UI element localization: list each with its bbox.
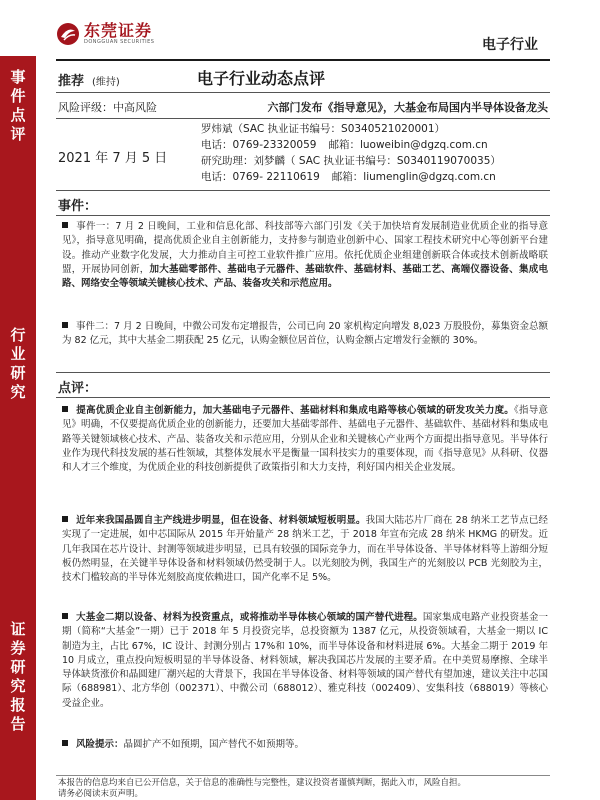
divider [56,775,550,776]
divider [56,215,550,216]
divider [56,372,550,373]
event-one: 事件一：7 月 2 日晚间，工业和信息化部、科技部等六部门引发《关于加快培育发展制造业优质企业的指导意见》，指导意见明确，提高优质企业自主创新能力，支持参与制造业创新中心、国家工程技术研究中心等创新平台建设。推动产业数字化发展，大力推动自主可控工业软件推广应用。依托优质企业组建创新联合体或技术创新战略联盟，开展协同创新，加大基础零部件、基础电子元器件、基础软件、基础材料、基础工艺、高端仪器设备、集成电路、网络安全等领域关键核心技术、产品、装备攻关和示范应用。 [62,221,548,290]
bullet-icon [62,613,68,619]
disclaimer-line: 本报告的信息均来自已公开信息，关于信息的准确性与完整性，建议投资者谨慎判断，据此入市，风险自担。 [58,778,467,788]
comment-one: 提高优质企业自主创新能力，加大基础电子元器件、基础材料和集成电路等核心领域的研发攻关力度。《指导意见》明确，不仅要提高优质企业的创新能力，还要加大基础零部件、基础电子元器件、基础软件、基础材料和集成电路等关键领域核心技术、产品、装备攻关和示范应用，分别从企业和关键核心产业两个方面提出指导意见。半导体行业作为现代科技发展的基石性领域，其整体发展水平是衡量一国科技实力的重要体现，而《指导意见》从科研、仪器和人才三个维度，为优质企业的科技创新提供了政策指引和大力支持，利好国内相关企业发展。 [62,405,548,474]
report-date: 2021 年 7 月 5 日 [58,151,168,166]
event-two: 事件二：7 月 2 日晚间，中微公司发布定增报告，公司已向 20 家机构定向增发 8,023 万股股份，募集资金总额为 82 亿元，其中大基金二期获配 25 亿元，认购金额位居首位，认购金额占定增发行金额的 30%。 [62,321,548,347]
header-divider [56,59,550,61]
risk-warning: 风险提示：晶圆扩产不如预期，国产替代不如预期等。 [62,738,548,752]
brand-logo [56,22,154,46]
bullet-icon [62,406,68,412]
bullet-icon [62,222,68,228]
bullet-icon [62,516,68,522]
bullet-icon [62,322,68,328]
contacts [201,121,501,185]
page-title: 电子行业动态点评 [197,69,326,88]
divider [56,397,550,398]
comment-three: 大基金二期以设备、材料为投资重点，或将推动半导体核心领域的国产替代进程。国家集成电路产业投资基金一期（简称“大基金”一期）已于 2018 年 5 月投资完毕，总投资额为 1387 亿元，从投资领域看，大基金一期以 IC 制造为主，占比 67%，IC 设计、封测分别占 17%和 10%，而半导体设备和材料进展 6%。大基金二期于 2019 年 10 月成立，重点投向短板明显的半导体设备、材料领域，解决我国芯片发展的主要矛盾。在中美贸易摩擦、全球半导体缺货涨价和晶圆建厂潮兴起的大背景下，我国在半导体设备、材料等领域的国产替代有望加速，建议关注中芯国际（688981）、北方华创（002371）、中微公司（688012）、雅克科技（002409）、安集科技（688019）等核心受益企业。 [62,612,548,709]
industry-label: 电子行业 [482,37,538,53]
assistant-email: 邮箱：liumenglin@dgzq.com.cn [331,171,496,183]
bullet-icon [62,740,68,746]
comments-heading: 点评： [58,381,98,396]
brand-logo-icon [56,22,80,46]
analyst-phone: 电话：0769-23320059 [201,139,317,151]
disclaimer-line: 请务必阅读末页声明。 [58,789,144,799]
sidebar-label-securities-report: 证 券 研 究 报 告 [10,620,26,733]
assistant-phone: 电话：0769- 22110619 [201,171,320,183]
brand-name: 东莞证券 [84,20,153,40]
comment-two: 近年来我国晶圆自主产线进步明显，但在设备、材料领域短板明显。我国大陆芯片厂商在 28 纳米工艺节点已经实现了一定进展，如中芯国际从 2015 年开始量产 28 纳米工艺，于 2018 年宣布完成 28 纳米 HKMG 的研发。近几年我国在芯片设计、封测等领域进步明显，已具有较强的国际竞争力，而在半导体设备、半导体材料等上游细分短板仍然明显，在关键半导体设备和材料领域仍然受制于人。以光刻胶为例，我国生产的光刻胶以 PCB 光刻胶为主，技术门槛较高的半导体光刻胶高度依赖进口，国产化率不足 5%。 [62,515,548,584]
brand-name-en: DONGGUAN SECURITIES [84,38,155,45]
rating-sub: (维持) [92,77,120,88]
divider [56,118,550,119]
report-subtitle: 六部门发布《指导意见》，大基金布局国内半导体设备龙头 [267,101,548,114]
assistant-name: 研究助理：刘梦麟（ SAC 执业证书编号：S0340119070035） [201,155,501,167]
events-heading: 事件： [58,199,98,214]
rating: 推荐 (维持) [58,74,120,89]
disclaimer [58,778,548,800]
analyst-name: 罗炜斌（SAC 执业证书编号：S0340521020001） [201,123,446,135]
analyst-email: 邮箱：luoweibin@dgzq.com.cn [328,139,488,151]
divider [56,92,550,93]
sidebar-label-event-review: 事 件 点 评 [10,68,26,143]
sidebar [0,56,36,800]
risk-level: 风险评级：中高风险 [58,101,157,114]
divider [56,190,550,191]
sidebar-label-industry-research: 行 业 研 究 [10,326,26,401]
